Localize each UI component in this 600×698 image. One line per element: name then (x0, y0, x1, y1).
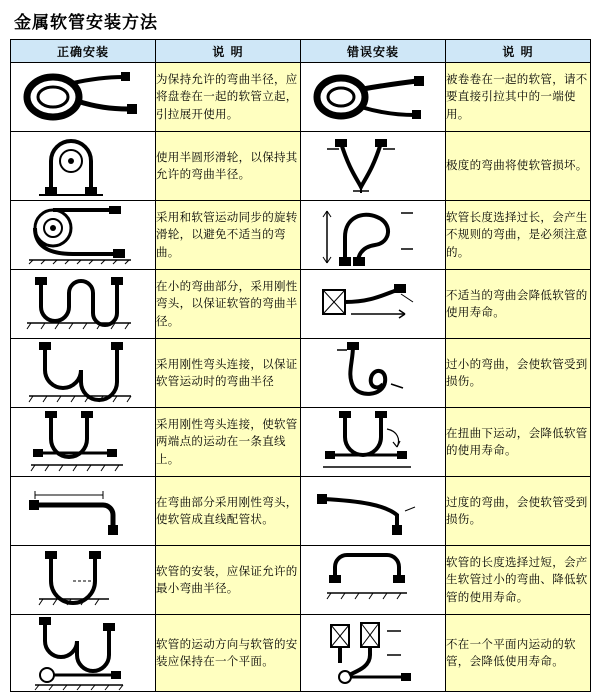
correct-description: 采用刚性弯头连接，使软管两端点的运动在一条直线上。 (156, 408, 301, 477)
correct-illustration-cell (11, 339, 156, 408)
correct-description: 采用刚性弯头连接，以保证软管运动时的弯曲半径 (156, 339, 301, 408)
correct-illustration-cell (11, 132, 156, 201)
wrong-illustration-cell (301, 270, 446, 339)
correct-illustration-cell (11, 477, 156, 546)
table-row (11, 408, 591, 477)
table-row (11, 132, 591, 201)
correct-description: 在小的弯曲部分，采用刚性弯头，以保证软管的弯曲半径。 (156, 270, 301, 339)
rotating-pulley-correct-icon (11, 204, 155, 266)
same-plane-motion-correct-icon (11, 615, 155, 691)
wrong-description: 被卷卷在一起的软管，请不要直接引拉其中的一端使用。 (446, 63, 591, 132)
installation-methods-table (10, 39, 591, 692)
correct-illustration-cell (11, 201, 156, 270)
correct-description: 软管的安装，应保证允许的最小弯曲半径。 (156, 546, 301, 615)
wrong-description: 不适当的弯曲会降低软管的使用寿命。 (446, 270, 591, 339)
improper-bend-wrong-icon (301, 274, 445, 334)
wrong-illustration-cell (301, 63, 446, 132)
wrong-description: 过度的弯曲，会使软管受到损伤。 (446, 477, 591, 546)
excessive-bend-wrong-icon (301, 485, 445, 537)
header-wrong-install: 错误安装 (301, 40, 446, 63)
correct-description: 使用半圆形滑轮，以保持其允许的弯曲半径。 (156, 132, 301, 201)
table-row (11, 615, 591, 692)
table-row (11, 546, 591, 615)
correct-description: 软管的运动方向与软管的安装应保持在一个平面。 (156, 615, 301, 692)
coiled-hose-wrong-icon (301, 67, 445, 127)
correct-illustration-cell (11, 546, 156, 615)
rigid-elbow-connection-correct-icon (11, 340, 155, 406)
wrong-illustration-cell (301, 477, 446, 546)
wrong-illustration-cell (301, 339, 446, 408)
header-correct-desc: 说 明 (156, 40, 301, 63)
wrong-description: 在扭曲下运动，会降低软管的使用寿命。 (446, 408, 591, 477)
wrong-illustration-cell (301, 201, 446, 270)
wrong-description: 软管长度选择过长，会产生不规则的弯曲，是必须注意的。 (446, 201, 591, 270)
wrong-description: 极度的弯曲将使软管损坏。 (446, 132, 591, 201)
correct-illustration-cell (11, 270, 156, 339)
wrong-illustration-cell (301, 132, 446, 201)
long-hose-wrong-icon (301, 203, 445, 267)
correct-description: 采用和软管运动同步的旋转滑轮，以避免不适当的弯曲。 (156, 201, 301, 270)
header-wrong-desc: 说 明 (446, 40, 591, 63)
table-row (11, 477, 591, 546)
page-title: 金属软管安装方法 (14, 13, 158, 33)
min-bend-radius-correct-icon (11, 549, 155, 611)
wrong-illustration-cell (301, 546, 446, 615)
correct-illustration-cell (11, 408, 156, 477)
correct-description: 在弯曲部分采用刚性弯头，使软管成直线配管状。 (156, 477, 301, 546)
table-row (11, 201, 591, 270)
straight-line-motion-correct-icon (11, 409, 155, 475)
correct-illustration-cell (11, 63, 156, 132)
table-row (11, 339, 591, 408)
out-of-plane-motion-wrong-icon (301, 615, 445, 691)
wrong-description: 过小的弯曲，会使软管受到损伤。 (446, 339, 591, 408)
rigid-elbow-small-bend-correct-icon (11, 273, 155, 335)
over-long-hose-wrong-icon (301, 549, 445, 611)
coiled-hose-correct-icon (11, 67, 155, 127)
wrong-illustration-cell (301, 615, 446, 692)
straight-piping-elbow-correct-icon (11, 485, 155, 537)
wrong-description: 不在一个平面内运动的软管，会降低使用寿命。 (446, 615, 591, 692)
wrong-illustration-cell (301, 408, 446, 477)
wrong-description: 软管的长度选择过短，会产生软管过小的弯曲、降低软管的使用寿命。 (446, 546, 591, 615)
header-correct-install: 正确安装 (11, 40, 156, 63)
correct-illustration-cell (11, 615, 156, 692)
table-row (11, 270, 591, 339)
correct-description: 为保持允许的弯曲半径，应将盘卷在一起的软管立起，引拉展开使用。 (156, 63, 301, 132)
sharp-bend-wrong-icon (301, 135, 445, 197)
table-row (11, 63, 591, 132)
tight-bend-wrong-icon (301, 340, 445, 406)
semicircle-pulley-correct-icon (11, 135, 155, 197)
table-header-row (11, 40, 591, 63)
twisted-motion-wrong-icon (301, 409, 445, 475)
